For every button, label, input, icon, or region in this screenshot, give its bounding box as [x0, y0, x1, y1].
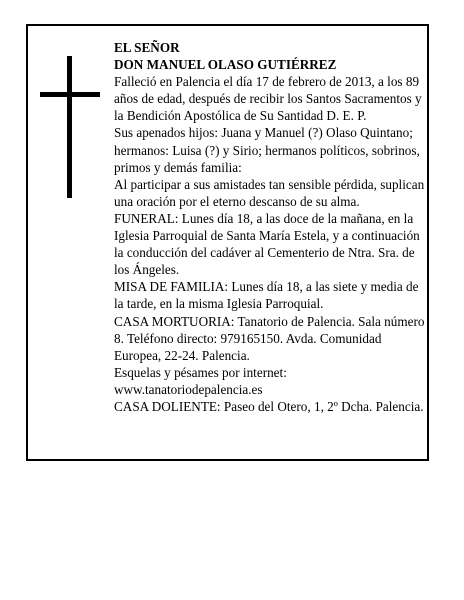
- notice-title-line-2: DON MANUEL OLASO GUTIÉRREZ: [114, 57, 337, 73]
- family-home-address: CASA DOLIENTE: Paseo del Otero, 1, 2º Dcha. Palencia.: [114, 398, 424, 414]
- online-condolences: Esquelas y pésames por internet: www.tanatoriodepalencia.es: [114, 364, 287, 397]
- death-announcement: Falleció en Palencia el día 17 de febrero de 2013, a los 89 años de edad, después de recibir los Santos Sacramentos y la Bendición Apostólica de Su Santidad D. E. P.: [114, 74, 422, 124]
- cross-vertical-bar: [67, 56, 72, 198]
- prayer-request: Al participar a sus amistades tan sensible pérdida, suplican una oración por el eterno descanso de su alma.: [114, 176, 425, 209]
- family-mass-details: MISA DE FAMILIA: Lunes día 18, a las siete y media de la tarde, en la misma Iglesia Parroquial.: [114, 279, 419, 312]
- notice-title-line-1: EL SEÑOR: [114, 40, 180, 55]
- obituary-notice: [26, 24, 429, 461]
- funeral-details: FUNERAL: Lunes día 18, a las doce de la mañana, en la Iglesia Parroquial de Santa María Estela, y a continuación la conducción del cadáver al Cementerio de Ntra. Sra. de los Ángeles.: [114, 210, 420, 278]
- notice-text: [114, 39, 426, 415]
- cross-horizontal-bar: [40, 92, 100, 97]
- family-list: Sus apenados hijos: Juana y Manuel (?) Olaso Quintano; hermanos: Luisa (?) y Sirio; hermanos políticos, sobrinos, primos y demás familia:: [114, 125, 420, 175]
- funeral-home-details: CASA MORTUORIA: Tanatorio de Palencia. Sala número 8. Teléfono directo: 979165150. Avda. Comunidad Europea, 22-24. Palencia.: [114, 313, 425, 363]
